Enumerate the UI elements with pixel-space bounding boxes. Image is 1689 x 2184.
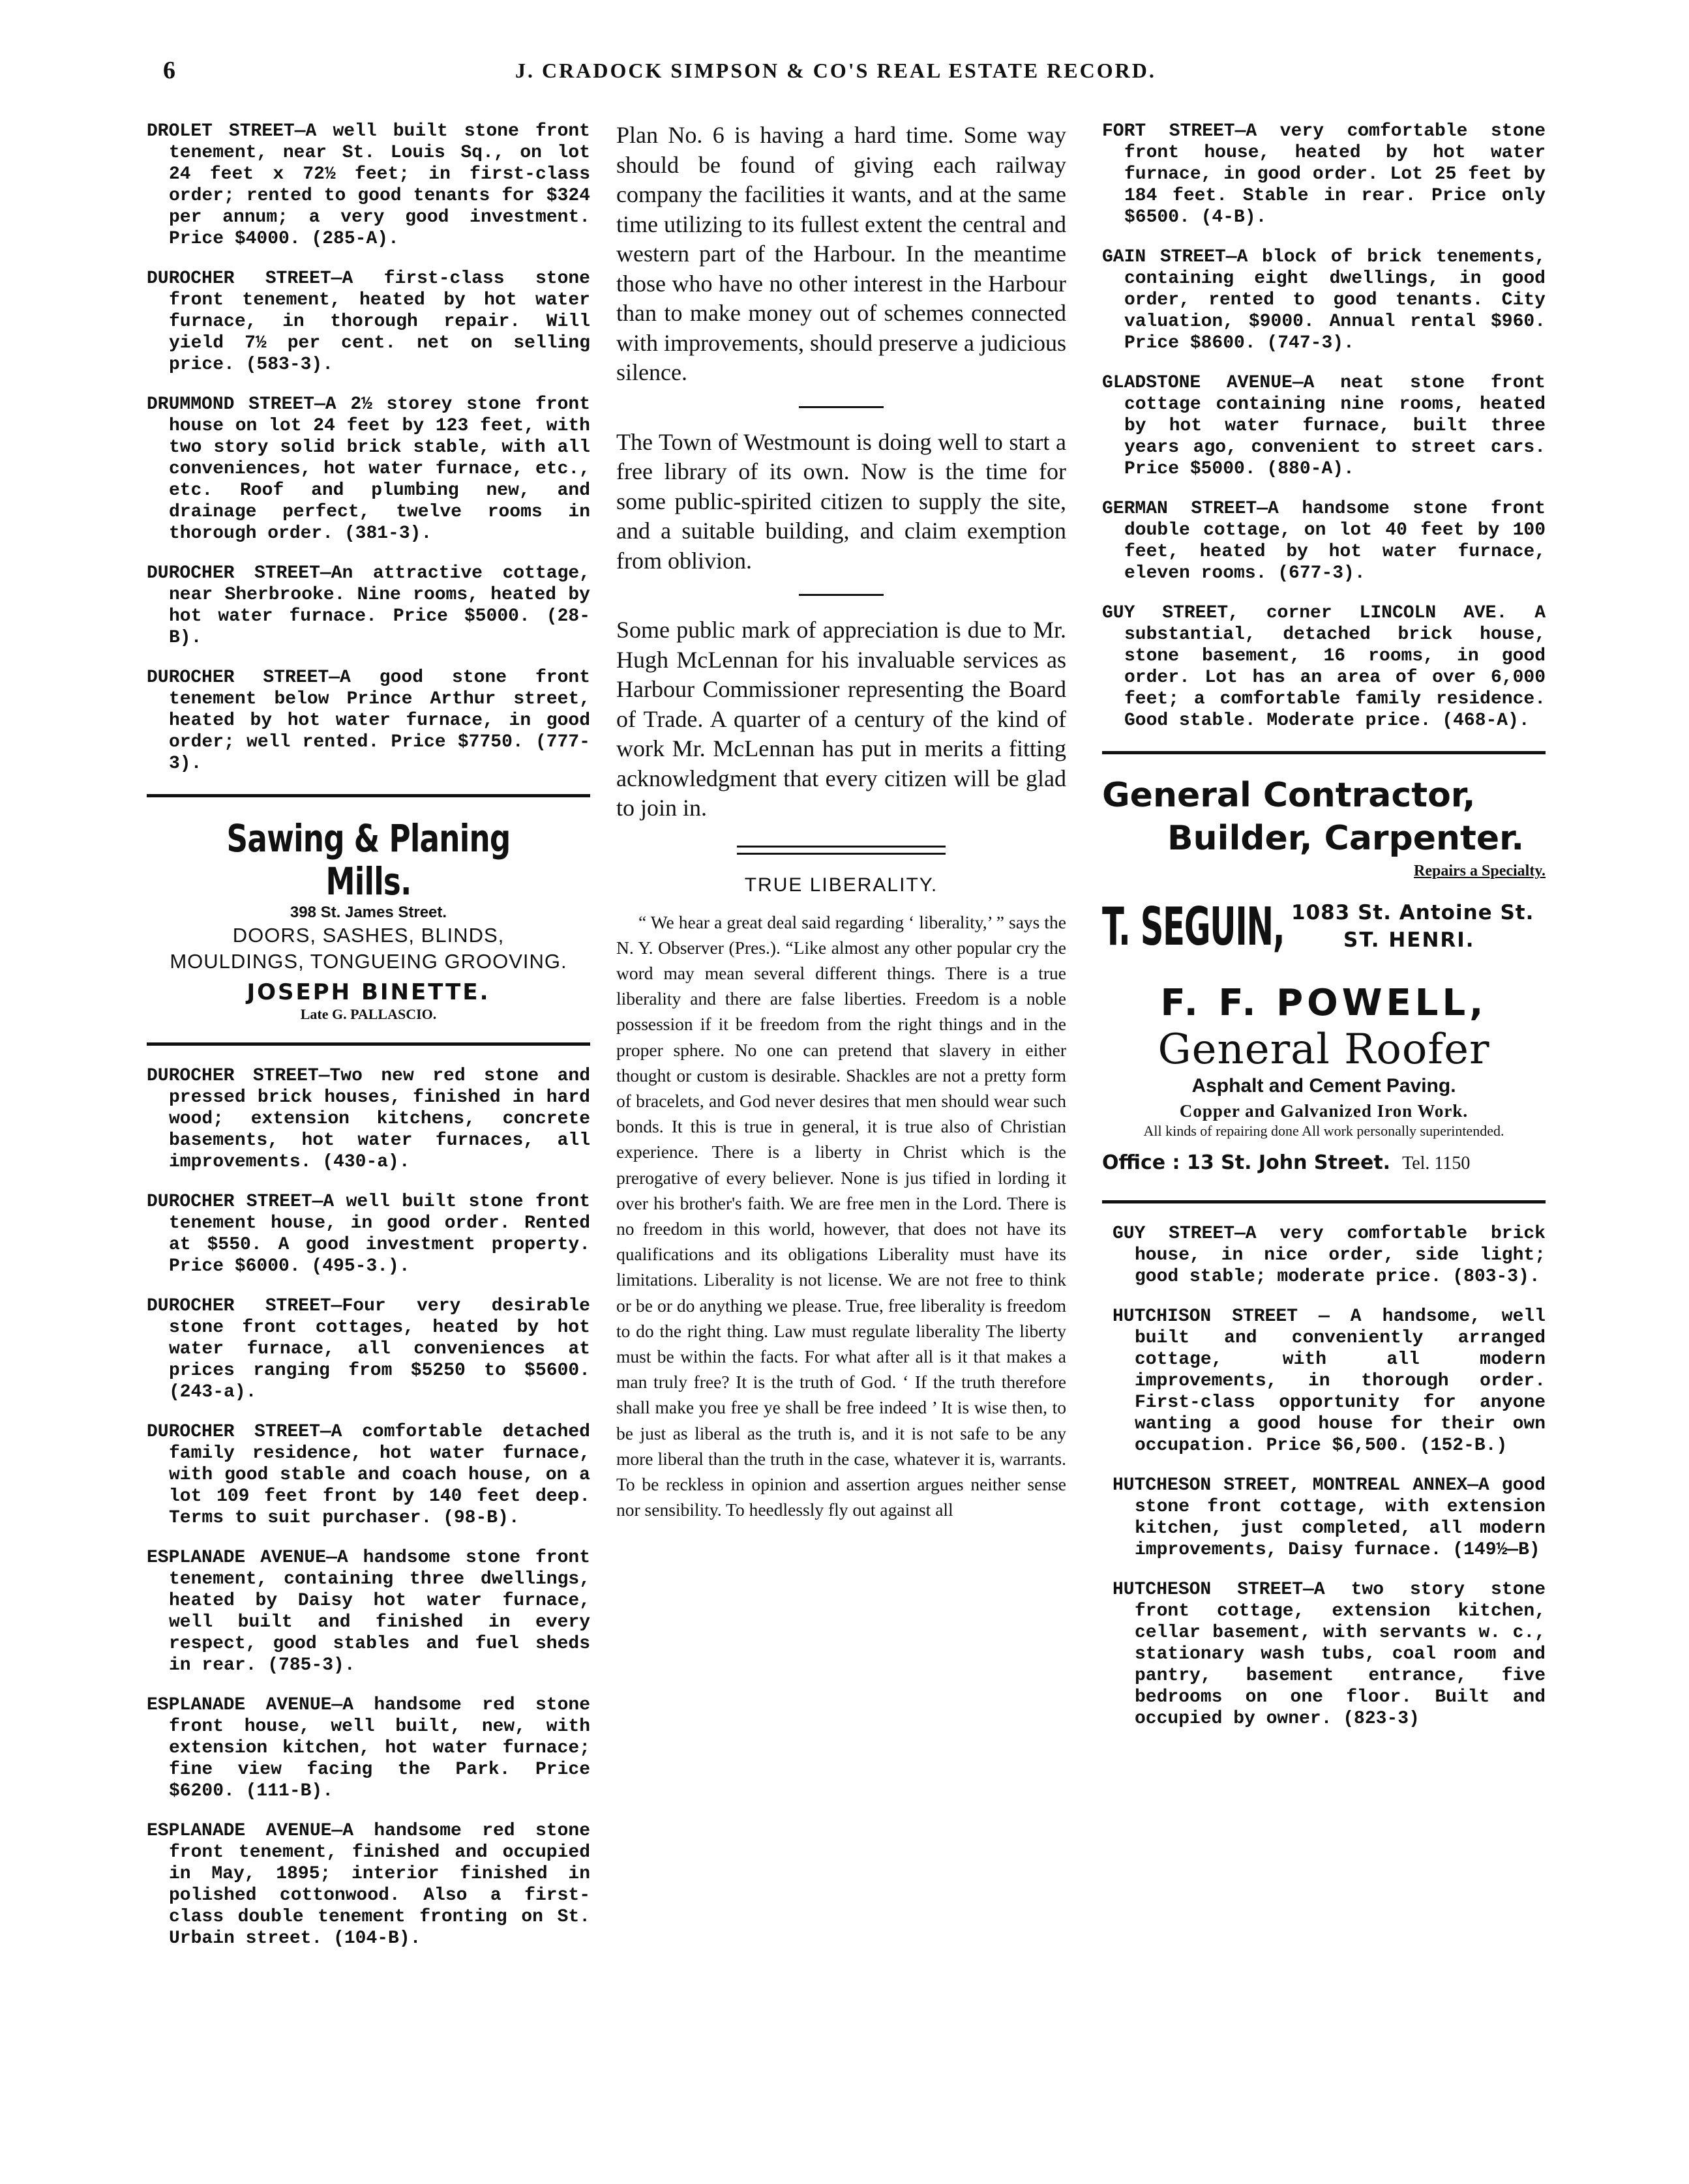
page-number: 6 (163, 57, 177, 84)
advertisement-sawing-mills (147, 817, 590, 1023)
ad-roofer-role: General Roofer (1158, 1026, 1490, 1074)
listing: GERMAN STREET—A handsome stone front double cottage, on lot 40 feet by 100 feet, heated by hot water furnace, eleven rooms. (677-3). (1102, 499, 1546, 583)
listing: DUROCHER STREET—A comfortable detached family residence, hot water furnace, with good stable and coach house, on a lot 109 feet front by 140 feet deep. Terms to suit purchaser. (98-B). (147, 1422, 590, 1528)
listing: GUY STREET—A very comfortable brick house, in nice order, side light; good stable; moderate price. (803-3). (1113, 1224, 1546, 1287)
ad-line: MOULDINGS, TONGUEING GROOVING. (170, 950, 567, 973)
listing: DUROCHER STREET—A well built stone front tenement house, in good order. Rented at $550. A good investment property. Price $6000. (495-3.). (147, 1192, 590, 1276)
listing: GUY STREET, corner LINCOLN AVE. A substantial, detached brick house, stone basement, 16 rooms, in good order. Lot has an area of over 6,000 feet; a comfortable family residence. Good stable. Moderate price. (468-A). (1102, 603, 1546, 731)
listing: DUROCHER STREET—Four very desirable stone front cottages, heated by hot water furnace, all conveniences at prices ranging from $5250 to $5600. (243-a). (147, 1296, 590, 1402)
ad-roofer-office (1102, 1151, 1546, 1174)
ad-roofer-line: Asphalt and Cement Paving. (1191, 1075, 1456, 1097)
listing: HUTCHISON STREET — A handsome, well built and conveniently arranged cottage, with all modern improvements, in thorough order. First-class opportunity for anyone wanting a good house for their own occupation. Price $6,500. (152-B.) (1113, 1306, 1546, 1456)
ad-seguin-address: 1083 St. Antoine St. (1291, 901, 1534, 924)
listing: GAIN STREET—A block of brick tenements, containing eight dwellings, in good order, rented to good tenants. City valuation, $9000. Annual rental $960. Price $8600. (747-3). (1102, 247, 1546, 353)
editorial-paragraph: Some public mark of appreciation is due to Mr. Hugh McLennan for his invaluable services as Harbour Commissioner representing the Board of Trade. A quarter of a century of the kind of work Mr. McLennan has put in merits a fitting acknowledgment that every citizen will be glad to join in. (616, 617, 1066, 821)
double-separator (737, 846, 946, 855)
running-title: J. CRADOCK SIMPSON & CO'S REAL ESTATE RECORD. (515, 59, 1156, 82)
divider (1102, 1200, 1546, 1203)
ad-seguin-block (1102, 896, 1546, 961)
column-middle (616, 121, 1066, 1522)
listing: DUROCHER STREET—Two new red stone and pressed brick houses, finished in hard wood; extension kitchens, concrete basements, hot water furnaces, all improvements. (430-a). (147, 1066, 590, 1172)
divider (147, 1042, 590, 1046)
column-left (147, 121, 590, 1968)
ad-seguin-locality: ST. HENRI. (1343, 928, 1475, 952)
ad-roofer-name: F. F. POWELL, (1160, 982, 1487, 1024)
listing: DRUMMOND STREET—A 2½ storey stone front house on lot 24 feet by 123 feet, with two story solid brick stable, with all conveniences, hot water furnace, etc., etc. Roof and plumbing new, and drainage perfect, twelve rooms in thorough order. (381-3). (147, 394, 590, 544)
ad-address: 398 St. James Street. (290, 904, 447, 921)
listing: ESPLANADE AVENUE—A handsome red stone front house, well built, new, with extension kitchen, hot water furnace; fine view facing the Park. Price $6200. (111-B). (147, 1695, 590, 1801)
ad-line: DOORS, SASHES, BLINDS, (232, 924, 505, 947)
separator (799, 406, 884, 408)
advertisement-roofer (1102, 981, 1546, 1174)
listing: ESPLANADE AVENUE—A handsome stone front tenement, containing three dwellings, heated by Daisy hot water furnace, well built and finished in every respect, good stables and fuel sheds in rear. (785-3). (147, 1548, 590, 1675)
ad-roofer-line: Copper and Galvanized Iron Work. (1179, 1101, 1469, 1121)
listings-top (147, 121, 590, 775)
advertisement-contractor (1102, 774, 1546, 961)
listing: DUROCHER STREET—A first-class stone front tenement, heated by hot water furnace, in thorough repair. Will yield 7½ per cent. net on selling price. (583-3). (147, 269, 590, 375)
listing: DROLET STREET—A well built stone front tenement, near St. Louis Sq., on lot 24 feet x 72½ feet; in first-class order; rented to good tenants for $324 per annum; a very good investment. Price $4000. (285-A). (147, 121, 590, 249)
ad-title: Sawing & Planing Mills. (226, 816, 511, 904)
listing: DUROCHER STREET—An attractive cottage, near Sherbrooke. Nine rooms, heated by hot water furnace. Price $5000. (28-B). (147, 563, 590, 648)
ad-late: Late G. PALLASCIO. (300, 1006, 437, 1022)
divider (147, 794, 590, 797)
article-body: “ We hear a great deal said regarding ‘ liberality,’ ” says the N. Y. Observer (Pres.). “Like almost any other popular cry the word may mean several different things. There is a true liberality and there are false liberties. Freedom is a noble possession if it be freedom from the right things and in the proper sphere. No one can pretend that slavery in either thought or custom is desirable. Shackles are not a pretty form of bracelets, and God never desires that men should wear such bonds. It this is true in general, it is true also of Christian experience. There is a liberty in Christ which is the prerogative of every believer. None is jus tified in lording it over his brother's faith. We are free men in the Lord. There is no freedom in this world, however, that does not have its qualifications and its obligations Liberality must have its limitations. Liberality is not license. We are not free to think or be or do anything we please. True, free liberality is freedom to do the right thing. Law must regulate liberality The liberty must be within the facts. For what after all is it that makes a man truly free? It is the truth of God. ‘ If the truth therefore shall make you free ye shall be free indeed ’ It is wise then, to be just as liberal as the truth is, and it is not safe to be any more liberal than the truth in the case, whatever it is, warrants. To be reckless in opinion and assertion argues neither sense nor sensibility. To heedlessly fly out against all (616, 911, 1066, 1520)
article-title: TRUE LIBERALITY. (744, 874, 938, 896)
ad-repairs: Repairs a Specialty. (1414, 863, 1546, 879)
page-header (150, 52, 1539, 91)
listing: FORT STREET—A very comfortable stone front house, heated by hot water furnace, in good order. Lot 25 feet by 184 feet. Stable in rear. Price only $6500. (4-B). (1102, 121, 1546, 228)
ad-contractor-line2: Builder, Carpenter. (1167, 819, 1525, 858)
column-right (1102, 121, 1546, 1748)
editorial-paragraph: The Town of Westmount is doing well to start a free library of its own. Now is the time for some public-spirited citizen to supply the site, and a suitable building, and claim exemption from oblivion. (616, 428, 1066, 574)
ad-roofer-office-address: Office : 13 St. John Street. (1102, 1151, 1391, 1174)
listing: HUTCHESON STREET—A two story stone front cottage, extension kitchen, cellar basement, with servants w. c., stationary wash tubs, coal room and pantry, basement entrance, five bedrooms on one floor. Built and occupied by owner. (823-3) (1113, 1580, 1546, 1729)
ad-roofer-line: All kinds of repairing done All work personally superintended. (1143, 1123, 1504, 1139)
ad-contractor-line1: General Contractor, (1102, 776, 1476, 815)
listing: GLADSTONE AVENUE—A neat stone front cottage containing nine rooms, heated by hot water furnace, built three years ago, convenient to street cars. Price $5000. (880-A). (1102, 373, 1546, 479)
listing: HUTCHESON STREET, MONTREAL ANNEX—A good stone front cottage, with extension kitchen, just completed, all modern improvements, Daisy furnace. (149½—B) (1113, 1475, 1546, 1560)
listings-top (1102, 121, 1546, 731)
listing: ESPLANADE AVENUE—A handsome red stone front tenement, finished and occupied in May, 1895; interior finished in polished cottonwood. Also a first-class double tenement fronting on St. Urbain street. (104-B). (147, 1821, 590, 1949)
listing: DUROCHER STREET—A good stone front tenement below Prince Arthur street, heated by hot water furnace, in good order; well rented. Price $7750. (777-3). (147, 668, 590, 774)
ad-name: JOSEPH BINETTE. (247, 979, 490, 1005)
divider (1102, 751, 1546, 754)
separator (799, 594, 884, 596)
listings-bottom (147, 1065, 590, 1949)
listings-bottom (1102, 1223, 1546, 1730)
editorial-paragraph: Plan No. 6 is having a hard time. Some way should be found of giving each railway company the facilities it wants, and at the same time utilizing to its fullest extent the central and western part of the Harbour. In the meantime those who have no other interest in the Harbour than to make money out of schemes connected with improvements, should preserve a judicious silence. (616, 122, 1066, 385)
ad-seguin-name: T. SEGUIN, (1102, 896, 1285, 957)
ad-roofer-tel: Tel. 1150 (1402, 1153, 1471, 1173)
